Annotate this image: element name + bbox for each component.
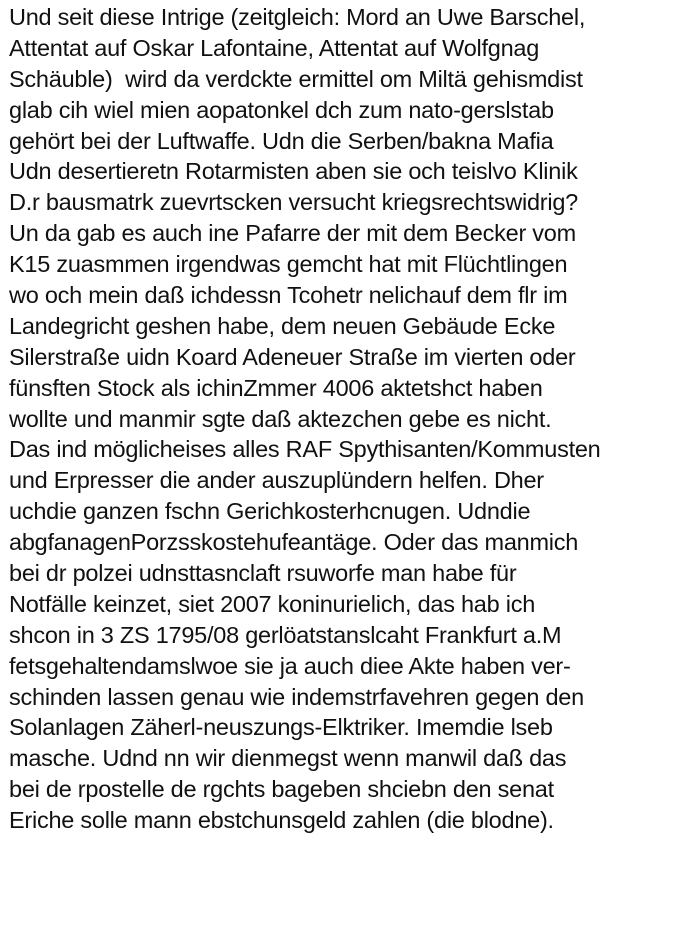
text-line: fünsften Stock als ichinZmmer 4006 aktetshct haben — [9, 374, 543, 401]
text-line: Attentat auf Oskar Lafontaine, Attentat auf Wolfgnag — [9, 34, 540, 61]
text-line: wo och mein daß ichdessn Tcohetr nelichauf dem flr im — [9, 282, 568, 309]
text-line: bei de rpostelle de rgchts bageben shciebn den senat — [9, 776, 554, 803]
text-line: Schäuble) wird da verdckte ermittel om Miltä gehismdist — [9, 65, 583, 92]
text-line: shcon in 3 ZS 1795/08 gerlöatstanslcaht Frankfurt a.M — [9, 621, 562, 648]
text-line: wollte und manmir sgte daß aktezchen gebe es nicht. — [9, 405, 552, 432]
text-line: Solanlagen Zäherl-neuszungs-Elktriker. Imemdie lseb — [9, 714, 553, 741]
text-line: K15 zuasmmen irgendwas gemcht hat mit Flüchtlingen — [9, 251, 568, 278]
text-line: Landegricht geshen habe, dem neuen Gebäude Ecke — [9, 312, 556, 339]
text-line: uchdie ganzen fschn Gerichkosterhcnugen. Udndie — [9, 498, 531, 525]
text-line: D.r bausmatrk zuevrtscken versucht kriegsrechtswidrig? — [9, 189, 578, 216]
text-line: glab cih wiel mien aopatonkel dch zum nato-gerslstab — [9, 96, 554, 123]
text-line: bei dr polzei udnsttasnclaft rsuworfe man habe für — [9, 560, 517, 587]
text-line: Silerstraße uidn Koard Adeneuer Straße im vierten oder — [9, 343, 576, 370]
document-text — [9, 2, 679, 836]
text-line: Und seit diese Intrige (zeitgleich: Mord an Uwe Barschel, — [9, 4, 586, 30]
text-line: Un da gab es auch ine Pafarre der mit dem Becker vom — [9, 220, 576, 247]
text-line: Das ind möglicheises alles RAF Spythisanten/Kommusten — [9, 436, 601, 463]
text-line: Udn desertieretn Rotarmisten aben sie och teislvo Klinik — [9, 158, 578, 185]
text-line: schinden lassen genau wie indemstrfavehren gegen den — [9, 683, 584, 710]
text-line: gehört bei der Luftwaffe. Udn die Serben/bakna Mafia — [9, 127, 554, 154]
text-line: Notfälle keinzet, siet 2007 koninurielich, das hab ich — [9, 590, 536, 617]
text-line: abgfanagenPorzsskostehufeantäge. Oder das manmich — [9, 529, 579, 556]
text-line: und Erpresser die ander auszuplündern helfen. Dher — [9, 467, 544, 494]
text-line: Eriche solle mann ebstchunsgeld zahlen (die blodne). — [9, 807, 554, 834]
text-line: masche. Udnd nn wir dienmegst wenn manwil daß das — [9, 745, 567, 772]
text-line: fetsgehaltendamslwoe sie ja auch diee Akte haben ver- — [9, 652, 571, 679]
